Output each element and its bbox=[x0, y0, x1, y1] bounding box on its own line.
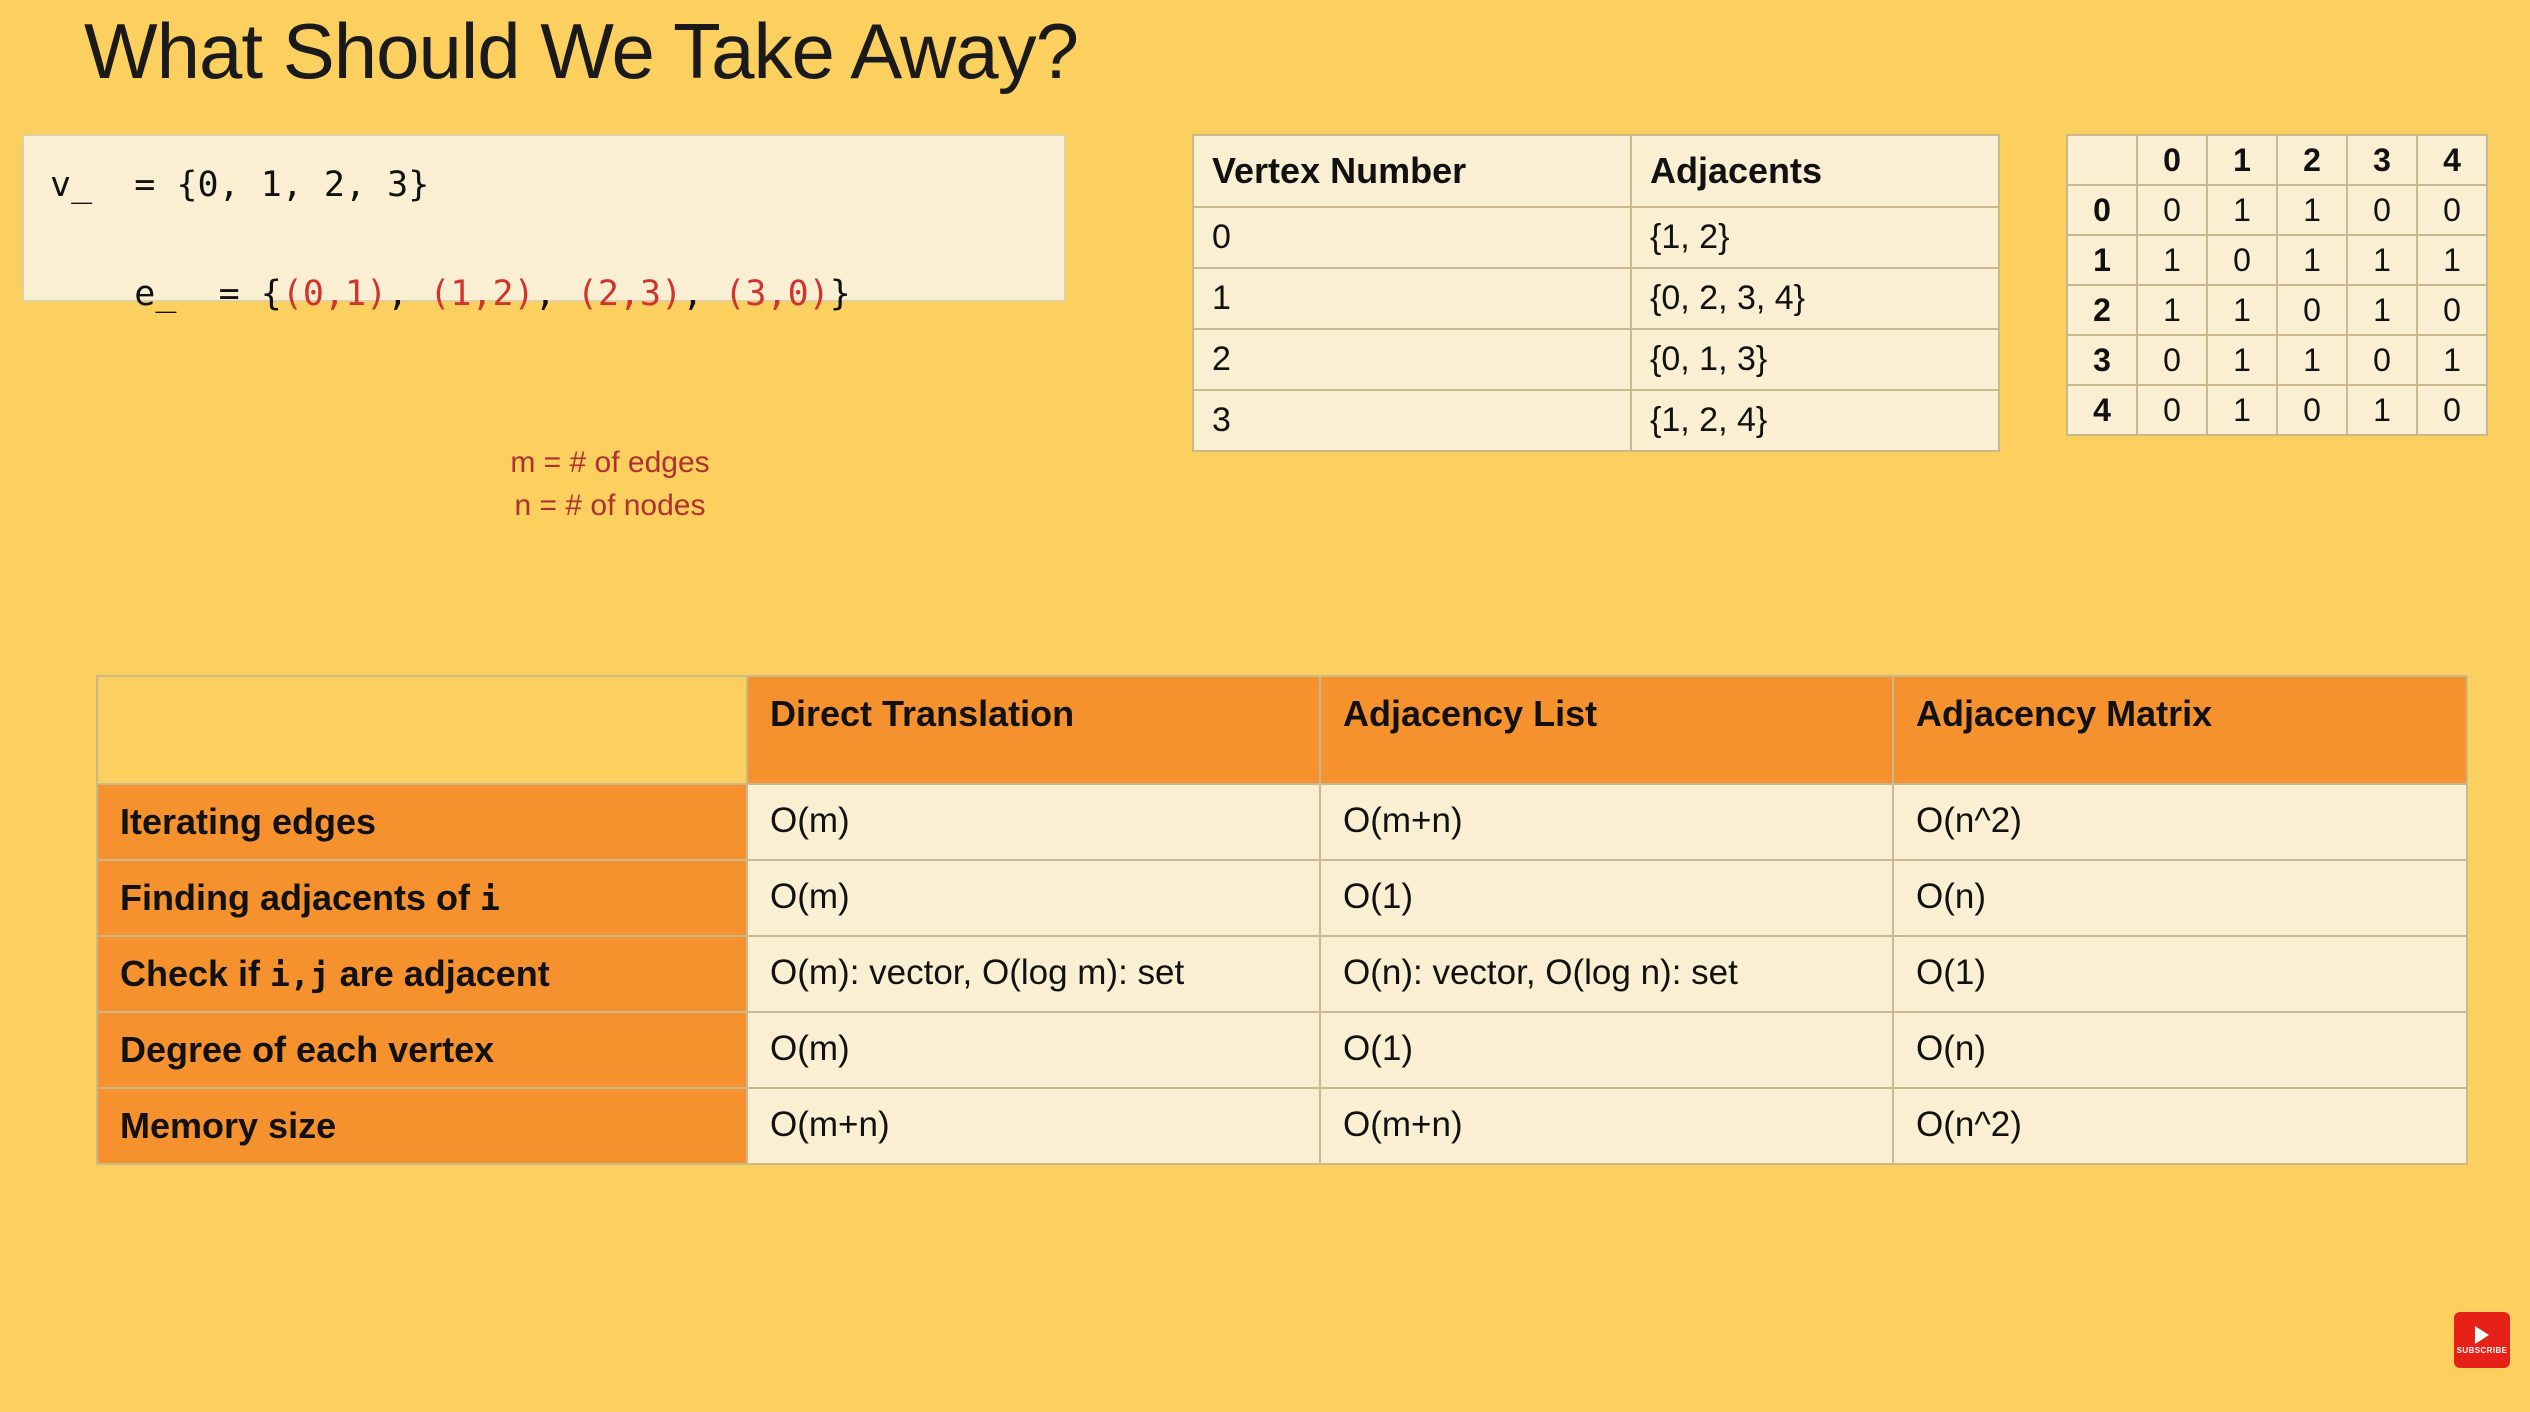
matrix-row bbox=[2067, 285, 2487, 335]
complexity-comparison-table bbox=[96, 675, 2468, 1165]
matrix-cell: 0 bbox=[2347, 335, 2417, 385]
page-title: What Should We Take Away? bbox=[84, 7, 1078, 95]
adjlist-adjacents: {0, 1, 3} bbox=[1631, 329, 1999, 390]
compare-cell-direct: O(m) bbox=[747, 860, 1320, 936]
matrix-col-header: 1 bbox=[2207, 135, 2277, 185]
edge-pair-3: (3,0) bbox=[724, 273, 830, 314]
matrix-cell: 1 bbox=[2207, 185, 2277, 235]
adjlist-adjacents: {0, 2, 3, 4} bbox=[1631, 268, 1999, 329]
legend-notes bbox=[330, 442, 890, 527]
matrix-row bbox=[2067, 335, 2487, 385]
adjacency-matrix-table bbox=[2066, 134, 2488, 436]
code-edges-suffix: } bbox=[829, 273, 851, 314]
matrix-cell: 1 bbox=[2137, 285, 2207, 335]
code-line-vertices: v_ = {0, 1, 2, 3} bbox=[50, 165, 430, 205]
code-line-edges: e_ = {(0,1), (1,2), (2,3), (3,0)} bbox=[134, 273, 851, 314]
matrix-cell: 1 bbox=[2277, 235, 2347, 285]
play-icon bbox=[2475, 1326, 2489, 1344]
table-row bbox=[1193, 207, 1999, 268]
compare-header-row bbox=[97, 676, 2467, 784]
compare-cell-direct: O(m) bbox=[747, 1012, 1320, 1088]
table-row bbox=[97, 860, 2467, 936]
compare-header-blank bbox=[97, 676, 747, 784]
compare-cell-list: O(1) bbox=[1320, 1012, 1893, 1088]
compare-cell-matrix: O(n^2) bbox=[1893, 1088, 2467, 1164]
adjlist-header-adjacents: Adjacents bbox=[1631, 135, 1999, 207]
table-header-row bbox=[1193, 135, 1999, 207]
compare-cell-matrix: O(1) bbox=[1893, 936, 2467, 1012]
row-label-text: Degree of each vertex bbox=[120, 1029, 495, 1070]
matrix-col-header: 3 bbox=[2347, 135, 2417, 185]
table-row bbox=[97, 1088, 2467, 1164]
compare-cell-list: O(n): vector, O(log n): set bbox=[1320, 936, 1893, 1012]
compare-row-label bbox=[97, 1088, 747, 1164]
table-row bbox=[97, 784, 2467, 860]
compare-cell-direct: O(m) bbox=[747, 784, 1320, 860]
matrix-cell: 1 bbox=[2207, 285, 2277, 335]
row-label-tail: are adjacent bbox=[329, 953, 550, 994]
matrix-header-row bbox=[2067, 135, 2487, 185]
adjlist-adjacents: {1, 2} bbox=[1631, 207, 1999, 268]
bottom-strip bbox=[0, 1398, 2530, 1412]
compare-cell-direct: O(m): vector, O(log m): set bbox=[747, 936, 1320, 1012]
adjacency-list-table bbox=[1192, 134, 2000, 452]
compare-row-label bbox=[97, 784, 747, 860]
note-m: m = # of edges bbox=[510, 446, 710, 479]
table-row bbox=[1193, 329, 1999, 390]
adjlist-vertex: 2 bbox=[1193, 329, 1631, 390]
row-label-text: Check if bbox=[120, 953, 271, 994]
matrix-cell: 0 bbox=[2347, 185, 2417, 235]
matrix-cell: 1 bbox=[2417, 335, 2487, 385]
compare-cell-list: O(1) bbox=[1320, 860, 1893, 936]
matrix-corner-cell bbox=[2067, 135, 2137, 185]
matrix-cell: 0 bbox=[2277, 385, 2347, 435]
compare-row-label bbox=[97, 860, 747, 936]
compare-cell-list: O(m+n) bbox=[1320, 784, 1893, 860]
edge-pair-2: (2,3) bbox=[576, 273, 683, 314]
code-block bbox=[22, 134, 1066, 314]
matrix-row-header: 2 bbox=[2067, 285, 2137, 335]
matrix-cell: 0 bbox=[2417, 185, 2487, 235]
matrix-row-header: 4 bbox=[2067, 385, 2137, 435]
compare-header-matrix: Adjacency Matrix bbox=[1893, 676, 2467, 784]
matrix-cell: 0 bbox=[2277, 285, 2347, 335]
matrix-col-header: 2 bbox=[2277, 135, 2347, 185]
row-label-text: Finding adjacents of bbox=[120, 877, 481, 918]
matrix-cell: 0 bbox=[2207, 235, 2277, 285]
edge-pair-0: (0,1) bbox=[281, 273, 388, 314]
compare-cell-list: O(m+n) bbox=[1320, 1088, 1893, 1164]
matrix-cell: 1 bbox=[2137, 235, 2207, 285]
matrix-cell: 0 bbox=[2137, 185, 2207, 235]
table-row bbox=[1193, 268, 1999, 329]
compare-row-label bbox=[97, 936, 747, 1012]
matrix-col-header: 4 bbox=[2417, 135, 2487, 185]
matrix-row-header: 1 bbox=[2067, 235, 2137, 285]
edge-pair-1: (1,2) bbox=[429, 273, 535, 314]
matrix-row bbox=[2067, 385, 2487, 435]
compare-cell-matrix: O(n^2) bbox=[1893, 784, 2467, 860]
adjlist-vertex: 3 bbox=[1193, 390, 1631, 451]
matrix-cell: 1 bbox=[2207, 385, 2277, 435]
matrix-row-header: 0 bbox=[2067, 185, 2137, 235]
compare-cell-matrix: O(n) bbox=[1893, 860, 2467, 936]
compare-cell-matrix: O(n) bbox=[1893, 1012, 2467, 1088]
adjlist-header-vertex: Vertex Number bbox=[1193, 135, 1631, 207]
adjlist-adjacents: {1, 2, 4} bbox=[1631, 390, 1999, 451]
matrix-cell: 0 bbox=[2417, 385, 2487, 435]
matrix-cell: 1 bbox=[2277, 185, 2347, 235]
row-label-text: Memory size bbox=[120, 1105, 337, 1146]
table-row bbox=[97, 1012, 2467, 1088]
matrix-cell: 1 bbox=[2347, 385, 2417, 435]
matrix-cell: 1 bbox=[2347, 235, 2417, 285]
table-row bbox=[1193, 390, 1999, 451]
matrix-row-header: 3 bbox=[2067, 335, 2137, 385]
matrix-cell: 1 bbox=[2277, 335, 2347, 385]
matrix-cell: 0 bbox=[2137, 385, 2207, 435]
matrix-col-header: 0 bbox=[2137, 135, 2207, 185]
matrix-row bbox=[2067, 185, 2487, 235]
row-label-code: i bbox=[480, 879, 500, 918]
compare-header-list: Adjacency List bbox=[1320, 676, 1893, 784]
note-n: n = # of nodes bbox=[514, 488, 706, 522]
matrix-cell: 0 bbox=[2417, 285, 2487, 335]
matrix-cell: 0 bbox=[2137, 335, 2207, 385]
matrix-cell: 1 bbox=[2347, 285, 2417, 335]
matrix-cell: 1 bbox=[2207, 335, 2277, 385]
matrix-row bbox=[2067, 235, 2487, 285]
subscribe-label: SUBSCRIBE bbox=[2456, 1345, 2508, 1355]
code-edges-label: e_ = { bbox=[134, 273, 282, 314]
compare-header-direct: Direct Translation bbox=[747, 676, 1320, 784]
compare-cell-direct: O(m+n) bbox=[747, 1088, 1320, 1164]
compare-row-label bbox=[97, 1012, 747, 1088]
adjlist-vertex: 1 bbox=[1193, 268, 1631, 329]
row-label-text: Iterating edges bbox=[120, 801, 377, 842]
row-label-code: i,j bbox=[270, 955, 330, 994]
matrix-cell: 1 bbox=[2417, 235, 2487, 285]
table-row bbox=[97, 936, 2467, 1012]
adjlist-vertex: 0 bbox=[1193, 207, 1631, 268]
subscribe-badge[interactable] bbox=[2454, 1312, 2510, 1368]
